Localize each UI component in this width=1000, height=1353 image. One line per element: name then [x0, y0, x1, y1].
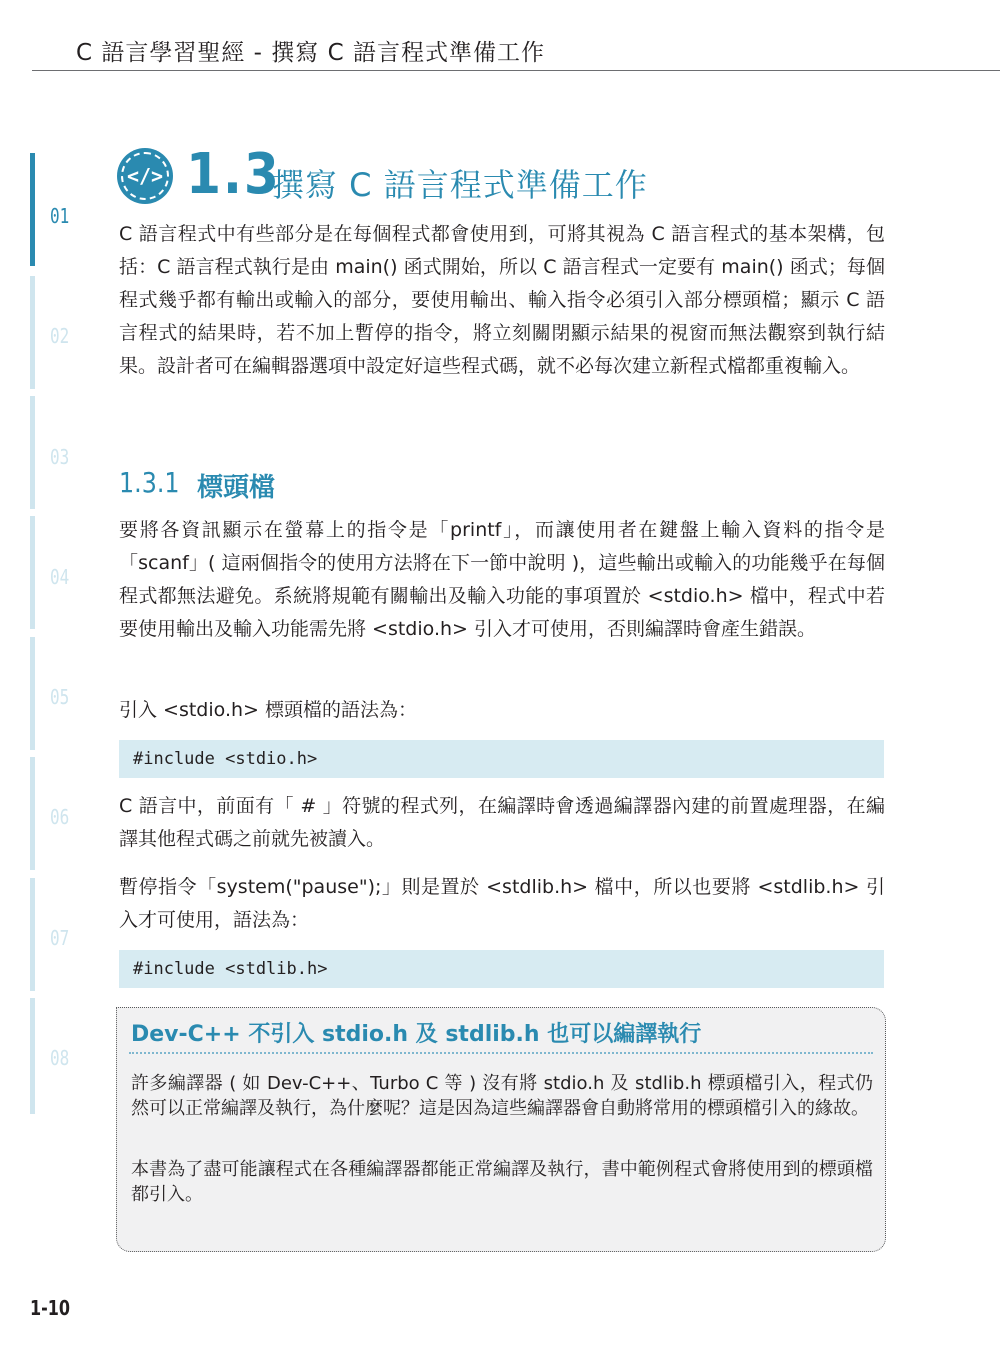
chapter-tab-08[interactable]: 08: [50, 1046, 70, 1070]
subsection-para-1: 要將各資訊顯示在螢幕上的指令是「printf」，而讓使用者在鍵盤上輸入資料的指令是「scanf」( 這兩個指令的使用方法將在下一節中說明 )，這些輸出或輸入的功能幾乎在每個程式都無法避免。系統將規範有關輸出及輸入功能的事項置於 <stdio.h> 檔中，程式中若要使用輸出及輸入功能需先將 <stdio.h> 引入才可使用，否則編譯時會產生錯誤。: [119, 519, 885, 640]
subsection-para-3: C 語言中，前面有「 # 」符號的程式列，在編譯時會透過編譯器內建的前置處理器，在編譯其他程式碼之前就先被讀入。: [119, 795, 885, 850]
chapter-tab-04[interactable]: 04: [50, 565, 70, 589]
note-box: [116, 1007, 886, 1252]
chapter-tab-bar-03: [30, 396, 35, 509]
section-intro: C 語言程式中有些部分是在每個程式都會使用到，可將其視為 C 語言程式的基本架構，包括：C 語言程式執行是由 main() 函式開始，所以 C 語言程式一定要有 main() 函式；每個程式幾乎都有輸出或輸入的部分，要使用輸出、輸入指令必須引入部分標頭檔；顯示 C 語言程式的結果時，若不加上暫停的指令，將立刻關閉顯示結果的視窗而無法觀察到執行結果。設計者可在編輯器選項中設定好這些程式碼，就不必每次建立新程式檔都重複輸入。: [119, 223, 885, 377]
chapter-tab-bar-05: [30, 637, 35, 750]
chapter-tab-07[interactable]: 07: [50, 926, 70, 950]
chapter-tab-bar-02: [30, 276, 35, 389]
chapter-tab-02[interactable]: 02: [50, 324, 70, 348]
chapter-tab-bar-06: [30, 757, 35, 870]
icon-glyph: </>: [126, 164, 164, 188]
page-number: 1-10: [30, 1296, 71, 1320]
chapter-tab-05[interactable]: 05: [50, 685, 70, 709]
subsection-para-2: 引入 <stdio.h> 標頭檔的語法為：: [119, 699, 417, 721]
note-para-1: 許多編譯器 ( 如 Dev-C++、Turbo C 等 ) 沒有將 stdio.h 及 stdlib.h 標頭檔引入，程式仍然可以正常編譯及執行，為什麼呢？這是因為這些編譯器會自動將常用的標頭檔引入的緣故。: [131, 1073, 873, 1119]
chapter-tab-06[interactable]: 06: [50, 805, 70, 829]
subsection-number: 1.3.1: [119, 466, 180, 499]
code-block-stdlib: #include <stdlib.h>: [119, 950, 884, 988]
section-number: 1.3: [186, 142, 281, 207]
subsection-para-4: 暫停指令「system("pause");」則是置於 <stdlib.h> 檔中，所以也要將 <stdlib.h> 引入才可使用，語法為：: [119, 876, 885, 931]
subsection-title: 標頭檔: [197, 473, 276, 503]
note-title: Dev-C++ 不引入 stdio.h 及 stdlib.h 也可以編譯執行: [131, 1022, 702, 1047]
running-header: C 語言學習聖經 - 撰寫 C 語言程式準備工作: [76, 40, 545, 66]
section-title: 撰寫 C 語言程式準備工作: [272, 166, 648, 204]
chapter-tab-01[interactable]: 01: [50, 204, 70, 228]
chapter-tab-bar-01: [30, 153, 35, 266]
code-brackets-icon: [117, 148, 173, 204]
chapter-tab-bar-04: [30, 516, 35, 629]
chapter-tab-bar-08: [30, 998, 35, 1114]
note-divider: [129, 1052, 873, 1054]
code-block-stdio: #include <stdio.h>: [119, 740, 884, 778]
header-rule: [32, 70, 1000, 71]
chapter-tab-03[interactable]: 03: [50, 445, 70, 469]
note-para-2: 本書為了盡可能讓程式在各種編譯器都能正常編譯及執行，書中範例程式會將使用到的標頭檔都引入。: [131, 1159, 873, 1205]
chapter-tab-bar-07: [30, 878, 35, 991]
icon-ring: [121, 152, 169, 200]
